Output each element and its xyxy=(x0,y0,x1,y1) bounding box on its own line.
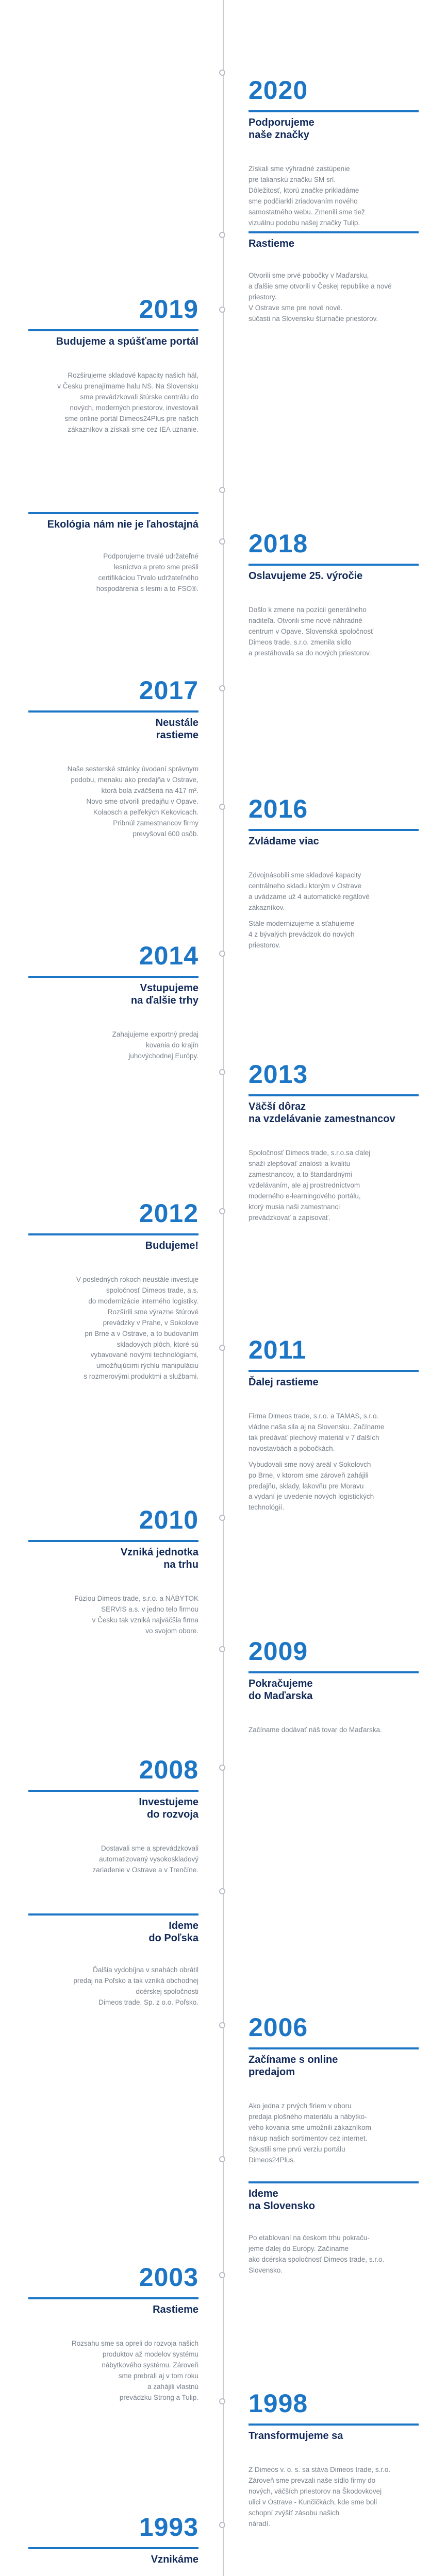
timeline-node-icon xyxy=(219,232,225,238)
year-underline xyxy=(28,2547,198,2549)
year-underline xyxy=(249,1671,419,1673)
timeline-heading: Vstupujeme na ďalšie trhy xyxy=(130,982,198,1006)
timeline-entry-2008-sub xyxy=(28,1906,198,2013)
timeline-text: Podporujeme trvalé udržateľné lesníctvo a preto sme prešli certifikáciou Trvalo udržateľného hospodárenia s lesmi a to FSC®. xyxy=(96,552,198,592)
timeline-heading: Investujeme do rozvoja xyxy=(139,1797,198,1820)
timeline-year: 2008 xyxy=(139,1755,198,1784)
year-underline xyxy=(249,1094,419,1096)
year-underline xyxy=(249,829,419,831)
timeline-text: Vybudovali sme nový areál v Sokolovch po Brne, v ktorom sme zároveň zahájili predajňu, sklady, lakovňu pre Moravu a vydaní je uvedenie nových logistických technológií. xyxy=(249,1460,374,1512)
timeline-text: Získali sme výhradné zastúpenie pre talianskú značku SM srl. Dôležitosť, ktorú značke prikladáme sme podčiarkli zriadovaním nového samostatného webu. Zmenili sme tiež vizuálnu podobu našej značky Tulip. xyxy=(249,165,365,227)
timeline-entry-2017 xyxy=(28,677,198,844)
year-underline xyxy=(28,1233,198,1235)
timeline-heading: Ekológia nám nie je ľahostajná xyxy=(47,519,198,530)
timeline-heading: Podporujeme naše značky xyxy=(249,117,314,141)
timeline-entry-2016 xyxy=(249,796,419,956)
timeline-entry-2020 xyxy=(249,77,419,234)
timeline-heading: Rastieme xyxy=(249,238,294,249)
year-underline xyxy=(249,1370,419,1372)
timeline-entry-2019-sub xyxy=(28,505,198,600)
timeline-entry-2006-sub xyxy=(249,2174,419,2281)
timeline-text: Zdvojnásobili sme skladové kapacity centrálneho skladu ktorým v Ostrave a uvádzame už 4 automatické regálové zákazníkov. xyxy=(249,871,370,911)
timeline-heading: Ideme na Slovensko xyxy=(249,2188,315,2212)
timeline-heading: Zvládame viac xyxy=(249,836,319,847)
year-underline xyxy=(249,231,419,233)
timeline-text: Ďalšia vydobíjna v snahách obrátil predaj na Poľsko a tak vzniká obchodnej dcérskej spoločnosti Dimeos trade, Sp. z o.o. Poľsko. xyxy=(73,1966,198,2006)
timeline-year: 1993 xyxy=(139,2513,198,2541)
timeline-entry-2010 xyxy=(28,1507,198,1642)
timeline-entry-2009 xyxy=(249,1638,419,1741)
timeline-node-icon xyxy=(219,487,225,493)
year-underline xyxy=(28,1790,198,1792)
timeline-year: 2006 xyxy=(249,2013,308,2042)
timeline-node-icon xyxy=(219,951,225,957)
timeline-text: Došlo k zmene na pozícii generálneho riaditeľa. Otvorili sme nové náhradné centrum v Opave. Slovenská spoločnosť Dimeos trade, s.r.o. zmenila sídlo a prestáhovala sa do nových priestorov. xyxy=(249,606,374,657)
timeline-year: 2017 xyxy=(139,676,198,705)
timeline-entry-2018 xyxy=(249,531,419,664)
timeline-node-icon xyxy=(219,2022,225,2028)
timeline-node-icon xyxy=(219,804,225,810)
timeline-text: Firma Dimeos trade, s.r.o. a TAMAS, s.r.o. vládne naša sila aj na Slovensku. Začíname tak predávať plechový materiál v 7 ďalších novostavbách a pobočkách. xyxy=(249,1412,385,1452)
timeline-heading: Ideme do Poľska xyxy=(148,1920,198,1944)
year-underline xyxy=(28,710,198,713)
timeline-node-icon xyxy=(219,2522,225,2528)
timeline-year: 2016 xyxy=(249,794,308,823)
timeline-text: V posledných rokoch neustále investuje spoločnosť Dimeos trade, a.s. do modernizácie interného logistiky. Rozšírili sme výrazne štúrové prevádzky v Prahe, v Sokolove pri Brne a v Ostrave, a to budovaním skladových plôch, ktoré sú vybavované novými technológiami, umožňujúcimi rýchlu manipuláciu s rozmerovými produktmi a službami. xyxy=(76,1276,198,1381)
timeline-node-icon xyxy=(219,685,225,691)
timeline-year: 1998 xyxy=(249,2389,308,2418)
year-underline xyxy=(28,512,198,514)
timeline-node-icon xyxy=(219,1345,225,1351)
timeline-entry-2013 xyxy=(249,1061,419,1228)
timeline-text: Naše sesterské stránky úvodaní správnym podobu, menaku ako predajňa v Ostrave, ktorá bola zväčšená na 417 m². Novo sme otvorili predajňu v Opave. Kolaosch a pelfekých Kekovicach. Pribnúl zamestnancov firmy prevyšoval 600 osôb. xyxy=(67,765,198,838)
timeline-entry-1993 xyxy=(28,2514,198,2576)
timeline-text: Dostavali sme a sprevádzkovali automatizovaný vysokoskladový zariadenie v Ostrave a v Trenčíne. xyxy=(92,1844,198,1874)
timeline-text: Stále modernizujeme a sťahujeme 4 z bývalých prevádzok do nových priestorov. xyxy=(249,919,355,949)
timeline-entry-1998 xyxy=(249,2391,419,2535)
timeline-heading: Budujeme a spúšťame portál xyxy=(56,336,198,347)
timeline-year: 2012 xyxy=(139,1199,198,1228)
timeline-year: 2020 xyxy=(249,76,308,105)
timeline-heading: Budujeme! xyxy=(145,1240,198,1251)
year-underline xyxy=(28,1913,198,1916)
timeline-node-icon xyxy=(219,1069,225,1075)
timeline-entry-2006 xyxy=(249,2014,419,2171)
timeline-text: Zahajujeme exportný predaj kovania do krajín juhovýchodnej Európy. xyxy=(112,1030,198,1060)
timeline-node-icon xyxy=(219,1208,225,1214)
timeline-node-icon xyxy=(219,1765,225,1771)
timeline-text: Fúziou Dimeos trade, s.r.o. a NÁBYTOK SERVIS a.s. v jedno telo firmou v Česku tak vzniká najväčšia firma vo svojom obore. xyxy=(74,1595,198,1635)
timeline-text: Začíname dodávať náš tovar do Maďarska. xyxy=(249,1726,382,1734)
timeline-entry-2012 xyxy=(28,1200,198,1387)
timeline-heading: Vznikáme xyxy=(151,2554,198,2565)
timeline-text: Rozsahu sme sa opreli do rozvoja našich produktov až modelov systému nábytkového systému. Zároveň sme prebrali aj v tom roku a zahájili vlastnú prevádzku Strong a Tulip. xyxy=(71,2340,198,2401)
timeline-node-icon xyxy=(219,1515,225,1521)
timeline-heading: Rastieme xyxy=(153,2304,198,2315)
timeline-text: Rozširujeme skladové kapacity našich hál, v Česku prenajímame halu NS. Na Slovensku sme prevádzkovali štúrske centrálu do nových, moderných priestorov, investovali sme online portál Dimeos24Plus pre našich zákazníkov a získali sme cez IEA uznanie. xyxy=(57,371,198,433)
timeline-text: Po etablovaní na českom trhu pokraču- jeme ďalej do Európy. Začíname ako dcérska spoločnosť Dimeos trade, s.r.o. Slovensko. xyxy=(249,2234,385,2274)
timeline-node-icon xyxy=(219,1646,225,1652)
timeline-text: Otvorili sme prvé pobočky v Maďarsku, a ďalšie sme otvorili v Českej republike a nové priestory. V Ostrave sme pre nové nové. súčasti na Slovensku štúrnačie priestorov. xyxy=(249,272,392,323)
year-underline xyxy=(28,2297,198,2299)
timeline-entry-2020-sub xyxy=(249,224,419,330)
timeline-node-icon xyxy=(219,538,225,545)
timeline-heading: Pokračujeme do Maďarska xyxy=(249,1678,313,1702)
timeline-entry-2011 xyxy=(249,1337,419,1518)
timeline-text: Ako jedna z prvých firiem v oboru predaja plošného materiálu a nábytko- vého kovania sme umožnili zákazníkom nákup našich sortimentov cez internet. Spustili sme prvú verziu portálu Dimeos24Plus. xyxy=(249,2102,371,2164)
timeline-node-icon xyxy=(219,2272,225,2278)
timeline-heading: Transformujeme sa xyxy=(249,2430,343,2442)
timeline-heading: Oslavujeme 25. výročie xyxy=(249,570,363,582)
timeline-entry-2008 xyxy=(28,1757,198,1881)
timeline-year: 2018 xyxy=(249,529,308,558)
timeline-year: 2010 xyxy=(139,1505,198,1534)
year-underline xyxy=(249,2181,419,2183)
timeline-text: Z Dimeos v. o. s. sa stáva Dimeos trade, s.r.o. Zároveň sme prevzali naše sídlo firmy do nových, väčších priestorov na Škodovkovej ulici v Ostrave - Kunčičkách, kde sme boli schopní zvýšiť zásobu našich náradí. xyxy=(249,2466,391,2528)
timeline-year: 2011 xyxy=(249,1335,307,1364)
year-underline xyxy=(249,564,419,566)
year-underline xyxy=(249,2424,419,2426)
year-underline xyxy=(28,976,198,978)
timeline-entry-2014 xyxy=(28,943,198,1067)
timeline-node-icon xyxy=(219,307,225,313)
timeline-entry-2003 xyxy=(28,2264,198,2409)
timeline-heading: Ďalej rastieme xyxy=(249,1377,319,1388)
year-underline xyxy=(249,110,419,112)
timeline-node-icon xyxy=(219,70,225,76)
timeline-year: 2003 xyxy=(139,2263,198,2292)
timeline-heading: Vzniká jednotka na trhu xyxy=(120,1547,198,1570)
timeline-entry-2019 xyxy=(28,296,198,440)
timeline-year: 2019 xyxy=(139,295,198,324)
timeline-node-icon xyxy=(219,2156,225,2162)
timeline-year: 2014 xyxy=(139,941,198,970)
timeline-node-icon xyxy=(219,1888,225,1894)
timeline-axis xyxy=(223,0,224,2576)
timeline-heading: Začíname s online predajom xyxy=(249,2054,338,2078)
timeline-heading: Neustále rastieme xyxy=(155,717,198,741)
year-underline xyxy=(28,329,198,331)
timeline-text: Spoločnosť Dimeos trade, s.r.o.sa ďalej snaží zlepšovať znalosti a kvalitu zamestnancov, a to štandardnými vzdelávaním, ale aj prostredníctvom moderného e-learningového portálu, ktorý musia naši zamestnanci prevádzkovať a zapisovať. xyxy=(249,1149,371,1222)
timeline-heading: Väčší dôraz na vzdelávanie zamestnancov xyxy=(249,1101,395,1125)
timeline-year: 2009 xyxy=(249,1637,308,1666)
timeline-year: 2013 xyxy=(249,1060,308,1089)
year-underline xyxy=(249,2047,419,2049)
year-underline xyxy=(28,1540,198,1542)
timeline-node-icon xyxy=(219,2398,225,2404)
